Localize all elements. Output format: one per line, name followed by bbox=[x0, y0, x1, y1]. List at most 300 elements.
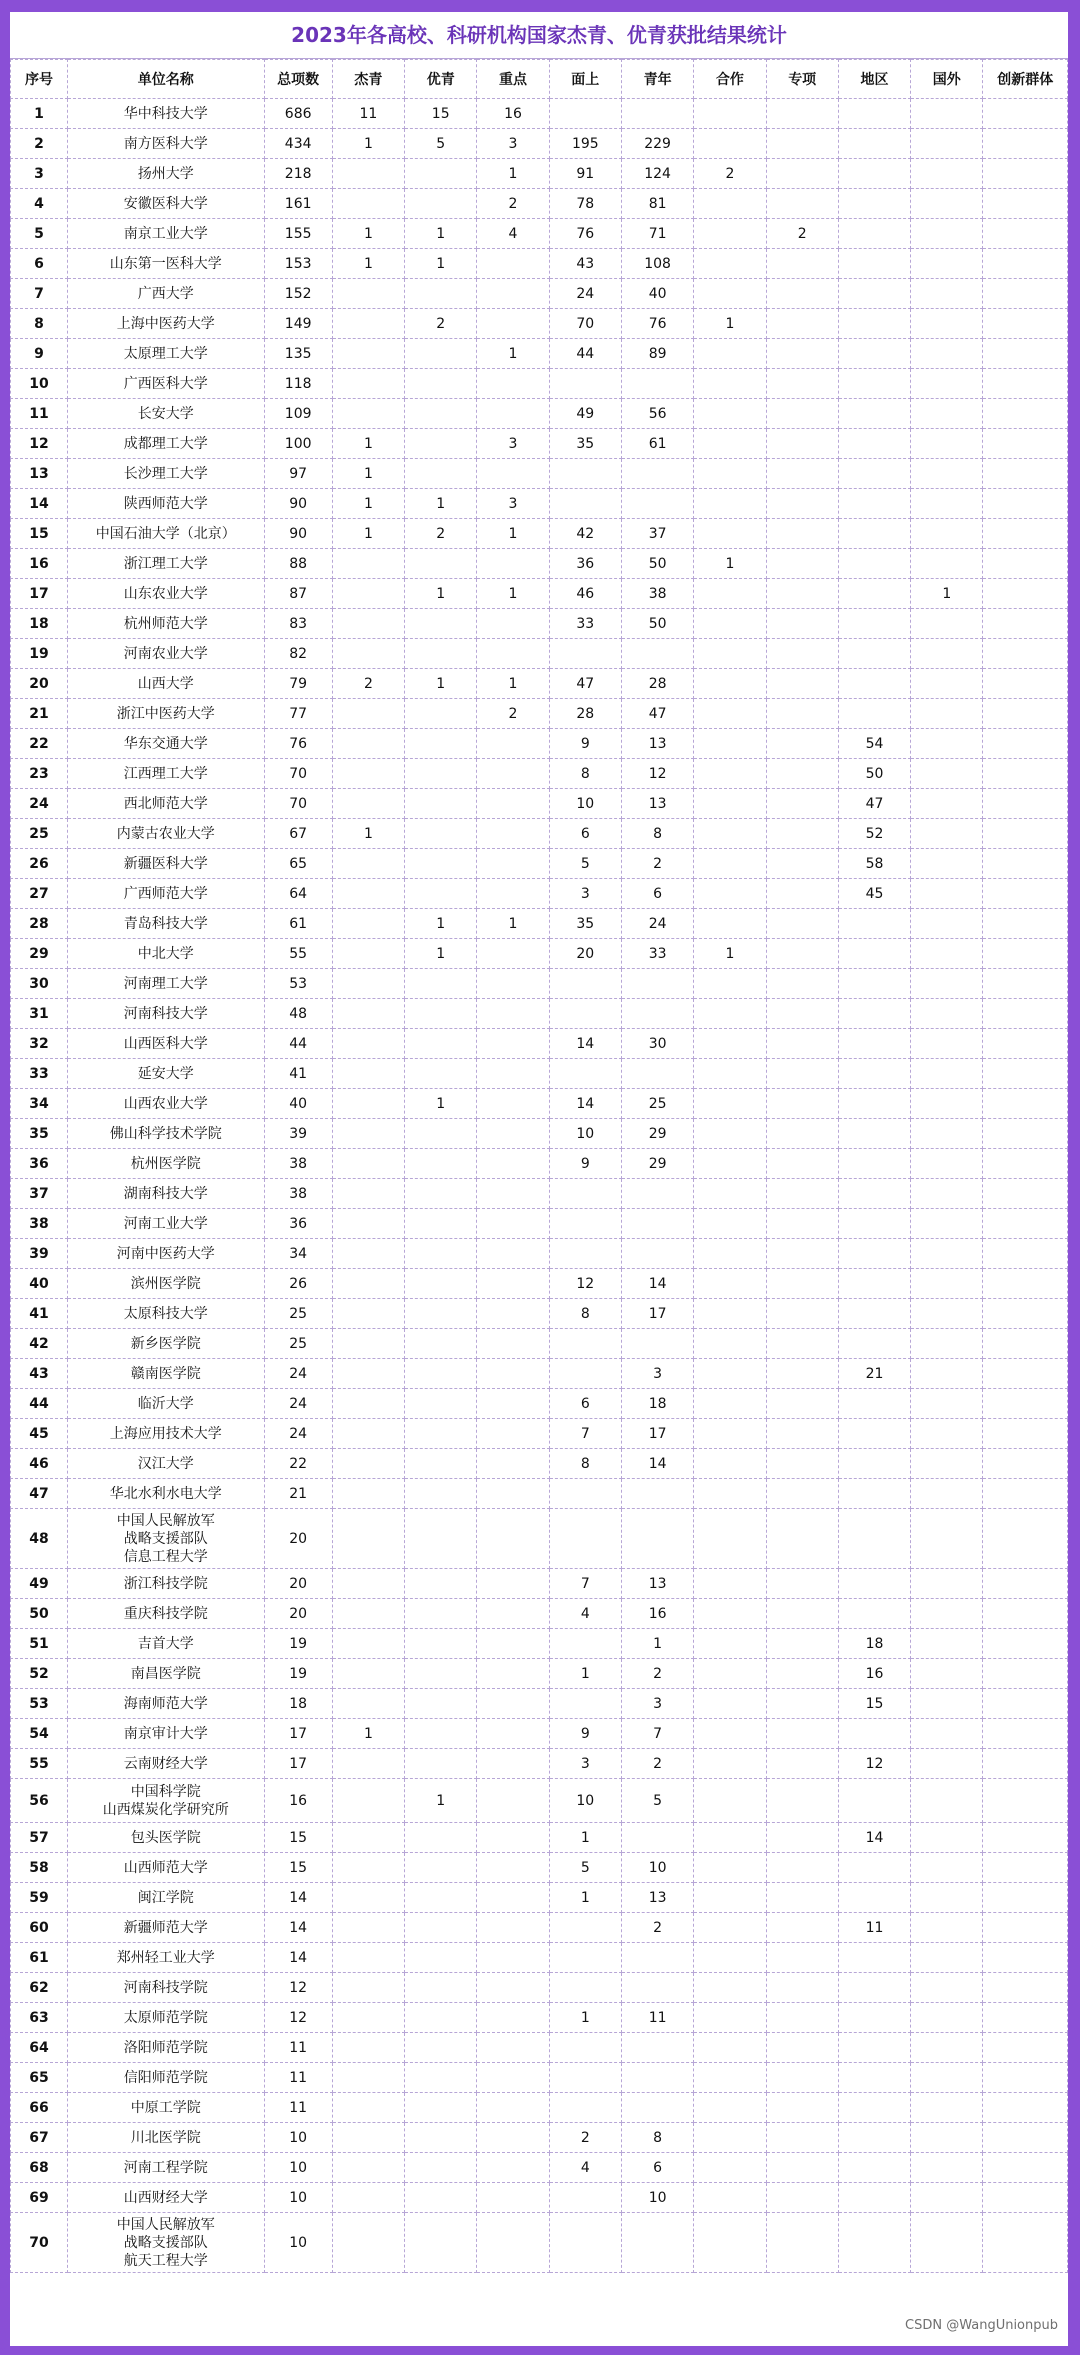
count-cell bbox=[838, 2093, 910, 2123]
institution-name: 长沙理工大学 bbox=[68, 459, 265, 489]
count-cell bbox=[766, 129, 838, 159]
count-cell bbox=[766, 909, 838, 939]
table-row bbox=[11, 579, 1068, 609]
count-cell bbox=[477, 609, 549, 639]
row-index: 22 bbox=[11, 729, 68, 759]
count-cell bbox=[911, 2183, 983, 2213]
count-cell bbox=[766, 2033, 838, 2063]
institution-name: 云南财经大学 bbox=[68, 1749, 265, 1779]
count-cell: 1 bbox=[477, 579, 549, 609]
count-cell bbox=[694, 2213, 766, 2273]
count-cell bbox=[477, 2123, 549, 2153]
count-cell bbox=[838, 129, 910, 159]
count-cell bbox=[332, 2183, 404, 2213]
count-cell: 11 bbox=[264, 2093, 332, 2123]
count-cell bbox=[694, 2123, 766, 2153]
count-cell bbox=[694, 1329, 766, 1359]
table-row bbox=[11, 1659, 1068, 1689]
row-index: 33 bbox=[11, 1059, 68, 1089]
count-cell bbox=[766, 1749, 838, 1779]
count-cell bbox=[477, 1449, 549, 1479]
count-cell: 21 bbox=[838, 1359, 910, 1389]
table-row bbox=[11, 1059, 1068, 1089]
count-cell bbox=[477, 849, 549, 879]
count-cell: 1 bbox=[694, 939, 766, 969]
count-cell bbox=[405, 1659, 477, 1689]
institution-name: 浙江中医药大学 bbox=[68, 699, 265, 729]
row-index: 69 bbox=[11, 2183, 68, 2213]
row-index: 3 bbox=[11, 159, 68, 189]
count-cell bbox=[405, 2003, 477, 2033]
institution-name: 山西医科大学 bbox=[68, 1029, 265, 1059]
count-cell bbox=[332, 1269, 404, 1299]
count-cell bbox=[911, 1569, 983, 1599]
count-cell bbox=[983, 1883, 1068, 1913]
count-cell bbox=[405, 1883, 477, 1913]
table-row bbox=[11, 1119, 1068, 1149]
count-cell bbox=[838, 399, 910, 429]
count-cell bbox=[838, 309, 910, 339]
count-cell bbox=[405, 609, 477, 639]
institution-name: 长安大学 bbox=[68, 399, 265, 429]
count-cell: 25 bbox=[264, 1299, 332, 1329]
count-cell bbox=[405, 399, 477, 429]
table-row bbox=[11, 1883, 1068, 1913]
count-cell bbox=[621, 459, 693, 489]
count-cell bbox=[911, 1719, 983, 1749]
count-cell bbox=[694, 399, 766, 429]
count-cell bbox=[332, 1659, 404, 1689]
count-cell bbox=[405, 159, 477, 189]
count-cell bbox=[694, 459, 766, 489]
count-cell bbox=[694, 519, 766, 549]
count-cell bbox=[983, 1239, 1068, 1269]
count-cell bbox=[332, 1449, 404, 1479]
count-cell: 90 bbox=[264, 489, 332, 519]
table-row bbox=[11, 1629, 1068, 1659]
count-cell bbox=[838, 1269, 910, 1299]
table-row bbox=[11, 669, 1068, 699]
count-cell bbox=[405, 639, 477, 669]
count-cell: 10 bbox=[621, 2183, 693, 2213]
count-cell bbox=[477, 2003, 549, 2033]
count-cell bbox=[332, 1913, 404, 1943]
count-cell bbox=[911, 1179, 983, 1209]
table-row bbox=[11, 759, 1068, 789]
count-cell bbox=[911, 1883, 983, 1913]
count-cell bbox=[766, 1689, 838, 1719]
count-cell bbox=[477, 459, 549, 489]
count-cell bbox=[477, 729, 549, 759]
count-cell: 44 bbox=[264, 1029, 332, 1059]
count-cell: 20 bbox=[264, 1569, 332, 1599]
count-cell: 1 bbox=[405, 249, 477, 279]
count-cell bbox=[621, 1973, 693, 2003]
count-cell: 53 bbox=[264, 969, 332, 999]
count-cell bbox=[694, 1749, 766, 1779]
table-row bbox=[11, 219, 1068, 249]
count-cell bbox=[911, 1749, 983, 1779]
count-cell bbox=[477, 1749, 549, 1779]
count-cell bbox=[477, 1089, 549, 1119]
count-cell bbox=[766, 699, 838, 729]
count-cell bbox=[911, 939, 983, 969]
count-cell bbox=[911, 2123, 983, 2153]
count-cell bbox=[405, 2153, 477, 2183]
count-cell bbox=[766, 939, 838, 969]
table-row bbox=[11, 429, 1068, 459]
count-cell bbox=[766, 2183, 838, 2213]
institution-name: 新乡医学院 bbox=[68, 1329, 265, 1359]
count-cell bbox=[766, 1209, 838, 1239]
count-cell: 40 bbox=[621, 279, 693, 309]
institution-name: 重庆科技学院 bbox=[68, 1599, 265, 1629]
table-row bbox=[11, 1689, 1068, 1719]
count-cell bbox=[911, 669, 983, 699]
count-cell bbox=[766, 549, 838, 579]
row-index: 41 bbox=[11, 1299, 68, 1329]
column-header: 序号 bbox=[11, 60, 68, 99]
count-cell: 12 bbox=[264, 2003, 332, 2033]
count-cell bbox=[911, 159, 983, 189]
count-cell bbox=[477, 1419, 549, 1449]
count-cell: 2 bbox=[621, 1659, 693, 1689]
count-cell: 1 bbox=[405, 219, 477, 249]
count-cell: 3 bbox=[549, 1749, 621, 1779]
count-cell bbox=[477, 1599, 549, 1629]
institution-name: 河南中医药大学 bbox=[68, 1239, 265, 1269]
count-cell bbox=[694, 819, 766, 849]
count-cell bbox=[983, 2033, 1068, 2063]
table-row bbox=[11, 2093, 1068, 2123]
count-cell bbox=[477, 249, 549, 279]
count-cell: 50 bbox=[621, 549, 693, 579]
institution-name: 湖南科技大学 bbox=[68, 1179, 265, 1209]
count-cell: 91 bbox=[549, 159, 621, 189]
count-cell bbox=[838, 339, 910, 369]
count-cell bbox=[911, 1299, 983, 1329]
column-header: 创新群体 bbox=[983, 60, 1068, 99]
row-index: 61 bbox=[11, 1943, 68, 1973]
count-cell: 38 bbox=[264, 1179, 332, 1209]
count-cell bbox=[983, 2153, 1068, 2183]
count-cell bbox=[332, 729, 404, 759]
count-cell bbox=[694, 669, 766, 699]
count-cell bbox=[405, 429, 477, 459]
count-cell bbox=[911, 519, 983, 549]
count-cell bbox=[332, 1239, 404, 1269]
institution-name: 中国科学院 山西煤炭化学研究所 bbox=[68, 1779, 265, 1823]
count-cell bbox=[477, 1149, 549, 1179]
count-cell: 11 bbox=[838, 1913, 910, 1943]
count-cell bbox=[405, 1599, 477, 1629]
table-row bbox=[11, 129, 1068, 159]
institution-name: 山东农业大学 bbox=[68, 579, 265, 609]
count-cell bbox=[983, 1629, 1068, 1659]
table-row bbox=[11, 1149, 1068, 1179]
count-cell bbox=[911, 1853, 983, 1883]
count-cell: 1 bbox=[405, 1089, 477, 1119]
row-index: 23 bbox=[11, 759, 68, 789]
count-cell bbox=[983, 519, 1068, 549]
column-header: 优青 bbox=[405, 60, 477, 99]
count-cell bbox=[983, 1029, 1068, 1059]
count-cell: 15 bbox=[264, 1823, 332, 1853]
count-cell bbox=[838, 1779, 910, 1823]
count-cell bbox=[549, 1509, 621, 1569]
count-cell bbox=[332, 699, 404, 729]
count-cell: 2 bbox=[766, 219, 838, 249]
count-cell bbox=[332, 759, 404, 789]
count-cell: 48 bbox=[264, 999, 332, 1029]
institution-name: 中国人民解放军 战略支援部队 信息工程大学 bbox=[68, 1509, 265, 1569]
count-cell bbox=[694, 1689, 766, 1719]
count-cell: 1 bbox=[911, 579, 983, 609]
row-index: 50 bbox=[11, 1599, 68, 1629]
count-cell bbox=[332, 1059, 404, 1089]
count-cell bbox=[911, 1509, 983, 1569]
count-cell bbox=[766, 849, 838, 879]
row-index: 64 bbox=[11, 2033, 68, 2063]
count-cell: 2 bbox=[549, 2123, 621, 2153]
institution-name: 延安大学 bbox=[68, 1059, 265, 1089]
count-cell bbox=[332, 1689, 404, 1719]
institution-name: 南京工业大学 bbox=[68, 219, 265, 249]
count-cell bbox=[477, 1883, 549, 1913]
column-header: 杰青 bbox=[332, 60, 404, 99]
count-cell bbox=[983, 969, 1068, 999]
count-cell bbox=[983, 1823, 1068, 1853]
count-cell bbox=[983, 459, 1068, 489]
table-row bbox=[11, 159, 1068, 189]
count-cell: 6 bbox=[621, 2153, 693, 2183]
count-cell bbox=[477, 1209, 549, 1239]
count-cell: 1 bbox=[332, 249, 404, 279]
count-cell: 16 bbox=[838, 1659, 910, 1689]
count-cell bbox=[405, 1629, 477, 1659]
count-cell bbox=[838, 489, 910, 519]
count-cell: 16 bbox=[264, 1779, 332, 1823]
count-cell bbox=[983, 2003, 1068, 2033]
count-cell bbox=[911, 1269, 983, 1299]
count-cell bbox=[911, 1209, 983, 1239]
count-cell: 10 bbox=[549, 1119, 621, 1149]
count-cell bbox=[766, 1239, 838, 1269]
table-row bbox=[11, 1389, 1068, 1419]
count-cell: 13 bbox=[621, 1569, 693, 1599]
row-index: 58 bbox=[11, 1853, 68, 1883]
count-cell bbox=[766, 189, 838, 219]
count-cell bbox=[766, 1599, 838, 1629]
institution-name: 江西理工大学 bbox=[68, 759, 265, 789]
count-cell bbox=[838, 1883, 910, 1913]
count-cell bbox=[911, 2003, 983, 2033]
table-row bbox=[11, 2183, 1068, 2213]
institution-name: 新疆医科大学 bbox=[68, 849, 265, 879]
count-cell bbox=[477, 1059, 549, 1089]
count-cell: 26 bbox=[264, 1269, 332, 1299]
count-cell: 1 bbox=[332, 519, 404, 549]
count-cell bbox=[694, 279, 766, 309]
count-cell bbox=[694, 429, 766, 459]
row-index: 8 bbox=[11, 309, 68, 339]
count-cell bbox=[405, 1943, 477, 1973]
count-cell bbox=[477, 1179, 549, 1209]
count-cell bbox=[694, 1509, 766, 1569]
table-header-row bbox=[11, 60, 1068, 99]
count-cell: 39 bbox=[264, 1119, 332, 1149]
count-cell: 33 bbox=[621, 939, 693, 969]
count-cell bbox=[477, 1913, 549, 1943]
count-cell bbox=[332, 2003, 404, 2033]
count-cell bbox=[332, 2033, 404, 2063]
table-row bbox=[11, 279, 1068, 309]
count-cell bbox=[911, 1629, 983, 1659]
count-cell bbox=[766, 1389, 838, 1419]
count-cell bbox=[694, 909, 766, 939]
count-cell bbox=[405, 879, 477, 909]
institution-name: 临沂大学 bbox=[68, 1389, 265, 1419]
count-cell: 686 bbox=[264, 99, 332, 129]
row-index: 9 bbox=[11, 339, 68, 369]
count-cell bbox=[766, 1659, 838, 1689]
table-row bbox=[11, 789, 1068, 819]
row-index: 15 bbox=[11, 519, 68, 549]
count-cell: 155 bbox=[264, 219, 332, 249]
count-cell bbox=[694, 2093, 766, 2123]
count-cell: 33 bbox=[549, 609, 621, 639]
watermark: CSDN @WangUnionpub bbox=[905, 2318, 1058, 2333]
institution-name: 河南工业大学 bbox=[68, 1209, 265, 1239]
count-cell bbox=[983, 1419, 1068, 1449]
count-cell bbox=[766, 1119, 838, 1149]
count-cell bbox=[838, 2183, 910, 2213]
row-index: 56 bbox=[11, 1779, 68, 1823]
count-cell bbox=[983, 819, 1068, 849]
statistics-table bbox=[10, 59, 1068, 2273]
count-cell bbox=[694, 129, 766, 159]
count-cell: 18 bbox=[621, 1389, 693, 1419]
count-cell: 1 bbox=[549, 1659, 621, 1689]
count-cell: 12 bbox=[264, 1973, 332, 2003]
count-cell bbox=[911, 1149, 983, 1179]
count-cell: 46 bbox=[549, 579, 621, 609]
count-cell: 1 bbox=[549, 1823, 621, 1853]
institution-name: 青岛科技大学 bbox=[68, 909, 265, 939]
row-index: 65 bbox=[11, 2063, 68, 2093]
count-cell: 8 bbox=[549, 1449, 621, 1479]
count-cell bbox=[621, 1239, 693, 1269]
count-cell bbox=[549, 1359, 621, 1389]
count-cell bbox=[332, 1119, 404, 1149]
count-cell: 47 bbox=[838, 789, 910, 819]
count-cell bbox=[621, 2213, 693, 2273]
count-cell bbox=[766, 1179, 838, 1209]
institution-name: 中北大学 bbox=[68, 939, 265, 969]
table-row bbox=[11, 1853, 1068, 1883]
count-cell bbox=[766, 429, 838, 459]
count-cell bbox=[694, 969, 766, 999]
count-cell bbox=[405, 1329, 477, 1359]
count-cell bbox=[911, 1943, 983, 1973]
count-cell bbox=[477, 969, 549, 999]
count-cell bbox=[838, 1119, 910, 1149]
institution-name: 川北医学院 bbox=[68, 2123, 265, 2153]
count-cell bbox=[766, 1853, 838, 1883]
count-cell bbox=[838, 2153, 910, 2183]
row-index: 43 bbox=[11, 1359, 68, 1389]
count-cell bbox=[549, 2033, 621, 2063]
count-cell: 17 bbox=[621, 1419, 693, 1449]
count-cell bbox=[332, 369, 404, 399]
count-cell bbox=[983, 309, 1068, 339]
count-cell bbox=[405, 1179, 477, 1209]
table-row bbox=[11, 1719, 1068, 1749]
count-cell bbox=[838, 1389, 910, 1419]
institution-name: 浙江理工大学 bbox=[68, 549, 265, 579]
count-cell: 2 bbox=[694, 159, 766, 189]
institution-name: 浙江科技学院 bbox=[68, 1569, 265, 1599]
count-cell: 12 bbox=[549, 1269, 621, 1299]
count-cell bbox=[694, 1089, 766, 1119]
count-cell bbox=[983, 729, 1068, 759]
count-cell bbox=[549, 1179, 621, 1209]
count-cell: 1 bbox=[405, 579, 477, 609]
count-cell bbox=[911, 1389, 983, 1419]
count-cell bbox=[694, 879, 766, 909]
column-header: 面上 bbox=[549, 60, 621, 99]
count-cell bbox=[983, 699, 1068, 729]
count-cell bbox=[621, 1179, 693, 1209]
count-cell: 29 bbox=[621, 1119, 693, 1149]
count-cell: 13 bbox=[621, 789, 693, 819]
count-cell bbox=[694, 1029, 766, 1059]
count-cell bbox=[838, 639, 910, 669]
count-cell: 20 bbox=[549, 939, 621, 969]
count-cell bbox=[838, 1853, 910, 1883]
institution-name: 中国人民解放军 战略支援部队 航天工程大学 bbox=[68, 2213, 265, 2273]
count-cell: 1 bbox=[332, 819, 404, 849]
count-cell: 83 bbox=[264, 609, 332, 639]
institution-name: 信阳师范学院 bbox=[68, 2063, 265, 2093]
count-cell: 1 bbox=[477, 909, 549, 939]
count-cell: 14 bbox=[549, 1089, 621, 1119]
count-cell bbox=[838, 459, 910, 489]
count-cell: 1 bbox=[621, 1629, 693, 1659]
table-row bbox=[11, 2123, 1068, 2153]
count-cell: 70 bbox=[264, 759, 332, 789]
count-cell: 38 bbox=[264, 1149, 332, 1179]
institution-name: 中原工学院 bbox=[68, 2093, 265, 2123]
table-row bbox=[11, 339, 1068, 369]
row-index: 53 bbox=[11, 1689, 68, 1719]
count-cell: 6 bbox=[549, 1389, 621, 1419]
count-cell bbox=[405, 1913, 477, 1943]
count-cell bbox=[766, 1029, 838, 1059]
count-cell bbox=[405, 1973, 477, 2003]
count-cell bbox=[911, 2063, 983, 2093]
count-cell bbox=[766, 1913, 838, 1943]
count-cell bbox=[766, 1449, 838, 1479]
row-index: 51 bbox=[11, 1629, 68, 1659]
count-cell: 87 bbox=[264, 579, 332, 609]
institution-name: 太原科技大学 bbox=[68, 1299, 265, 1329]
count-cell bbox=[766, 279, 838, 309]
count-cell bbox=[405, 1239, 477, 1269]
count-cell bbox=[911, 1119, 983, 1149]
institution-name: 太原师范学院 bbox=[68, 2003, 265, 2033]
count-cell: 5 bbox=[549, 1853, 621, 1883]
